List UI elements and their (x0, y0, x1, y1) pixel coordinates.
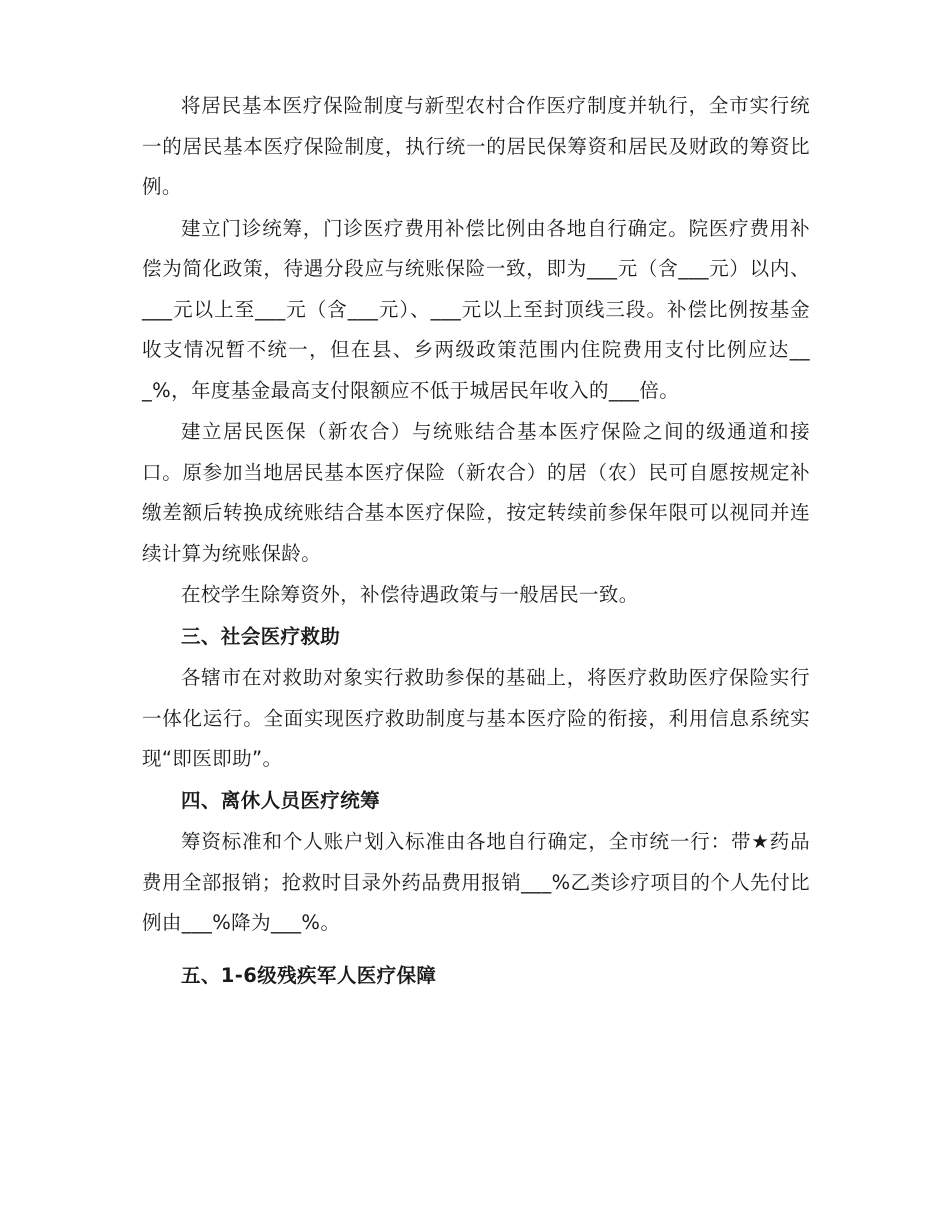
paragraph-students: 在校学生除筹资外，补偿待遇政策与一般居民一致。 (181, 583, 639, 606)
paragraph-retired-personnel: 筹资标准和个人账户划入标准由各地自行确定，全市统一行：带★药品费用全部报销；抢救时目录外药品费用报销___%乙类诊疗项目的个人先付比例由___%降为___%。 (142, 830, 810, 934)
paragraph-social-assistance: 各辖市在对救助对象实行救助参保的基础上，将医疗救助医疗保险实行一体化运行。全面实现医疗救助制度与基本医疗险的衔接，利用信息系统实现“即医即助”。 (142, 666, 810, 770)
paragraph-merge-insurance: 将居民基本医疗保险制度与新型农村合作医疗制度并轨行，全市实行统一的居民基本医疗保险制度，执行统一的居民保筹资和居民及财政的筹资比例。 (142, 94, 810, 198)
document-body (142, 86, 810, 996)
paragraph-outpatient-pooling: 建立门诊统筹，门诊医疗费用补偿比例由各地自行确定。院医疗费用补偿为简化政策，待遇分段应与统账保险一致，即为___元（含___元）以内、___元以上至___元（含___元）、___元以上至封顶线三段。补偿比例按基金收支情况暂不统一，但在县、乡两级政策范围内住院费用支付比例应达___%，年度基金最高支付限额应不低于城居民年收入的___倍。 (142, 216, 810, 402)
section-heading-disabled-veterans: 五、1-6级残疾军人医疗保障 (181, 963, 437, 987)
paragraph-channel-interface: 建立居民医保（新农合）与统账结合基本医疗保险之间的级通道和接口。原参加当地居民基本医疗保险（新农合）的居（农）民可自愿按规定补缴差额后转换成统账结合基本医疗保险，按定转续前参保年限可以视同并连续计算为统账保龄。 (142, 420, 810, 565)
section-heading-retired-personnel: 四、离休人员医疗统筹 (181, 788, 381, 812)
section-heading-social-assistance: 三、社会医疗救助 (181, 624, 341, 648)
